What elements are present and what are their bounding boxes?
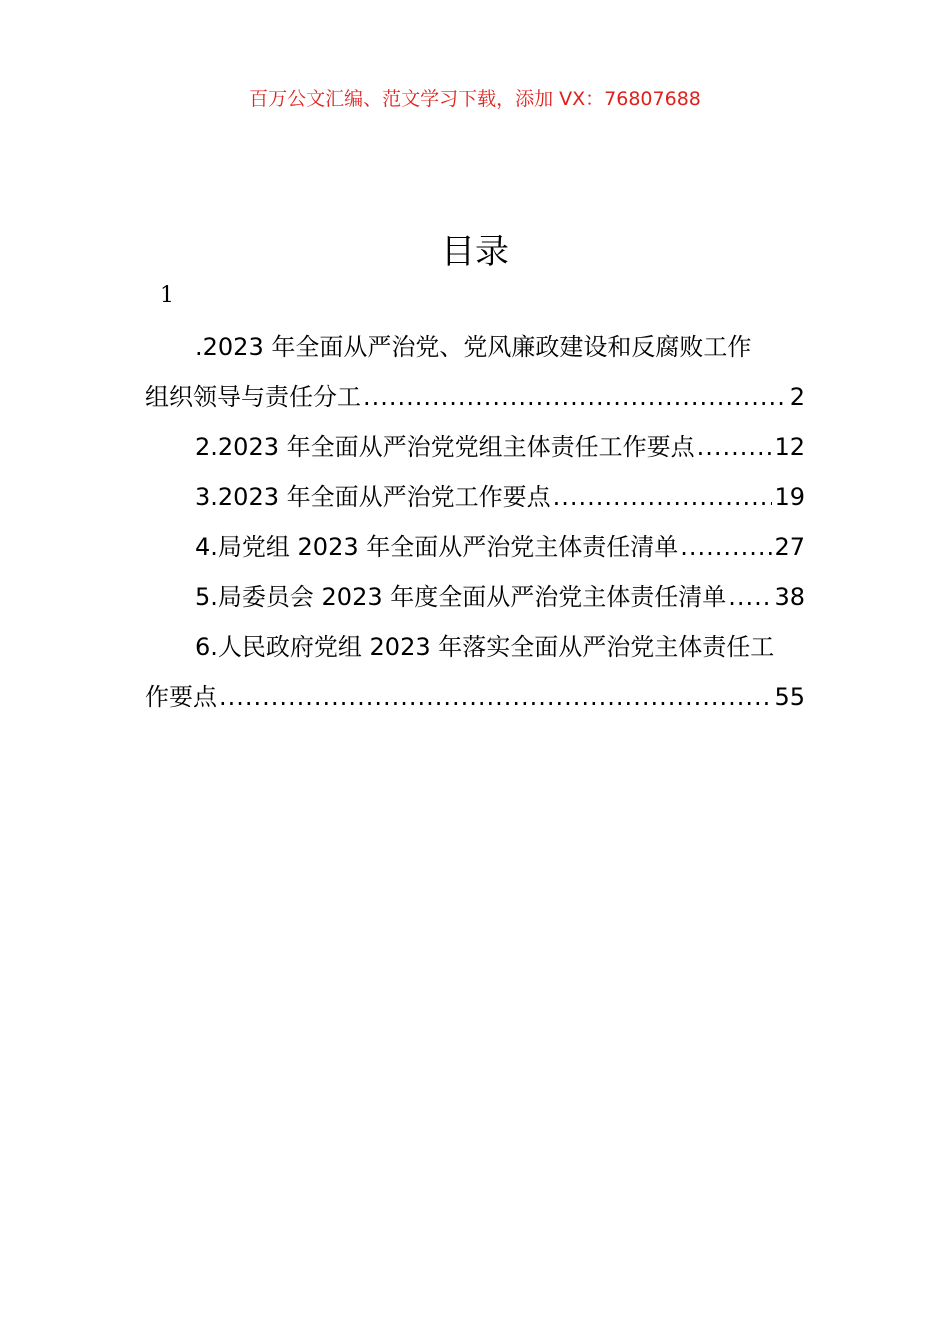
toc-entry-title: 5.局委员会 2023 年度全面从严治党主体责任清单 <box>195 583 727 611</box>
toc-entry-title: 6.人民政府党组 2023 年落实全面从严治党主体责任工 <box>195 633 775 661</box>
dot-leader <box>728 572 772 622</box>
dot-leader <box>219 672 772 722</box>
toc-page-number: 38 <box>774 583 805 611</box>
table-of-contents <box>145 322 805 722</box>
toc-entry-3[interactable] <box>145 472 805 522</box>
page-title: 目录 <box>441 232 509 272</box>
toc-entry-title: 4.局党组 2023 年全面从严治党主体责任清单 <box>195 533 679 561</box>
toc-page-number: 55 <box>774 683 805 711</box>
dot-leader <box>680 522 772 572</box>
toc-entry-2[interactable] <box>145 422 805 472</box>
toc-entry-5[interactable] <box>145 572 805 622</box>
toc-entry-1[interactable] <box>145 322 805 422</box>
toc-page-number: 12 <box>774 433 805 461</box>
toc-page-number: 2 <box>789 383 805 411</box>
stray-number: 1 <box>160 283 174 308</box>
dot-leader <box>697 422 773 472</box>
toc-entry-4[interactable] <box>145 522 805 572</box>
toc-page-number: 19 <box>774 483 805 511</box>
watermark-banner: 百万公文汇编、范文学习下载，添加 VX：76807688 <box>249 88 701 110</box>
toc-entry-title-continued: 组织领导与责任分工 <box>145 383 361 411</box>
toc-entry-title-continued: 作要点 <box>145 683 217 711</box>
toc-entry-title: .2023 年全面从严治党、党风廉政建设和反腐败工作 <box>195 333 752 361</box>
toc-page-number: 27 <box>774 533 805 561</box>
dot-leader <box>553 472 773 522</box>
toc-entry-title: 2.2023 年全面从严治党党组主体责任工作要点 <box>195 433 695 461</box>
dot-leader <box>363 372 788 422</box>
toc-entry-6[interactable] <box>145 622 805 722</box>
toc-entry-title: 3.2023 年全面从严治党工作要点 <box>195 483 551 511</box>
